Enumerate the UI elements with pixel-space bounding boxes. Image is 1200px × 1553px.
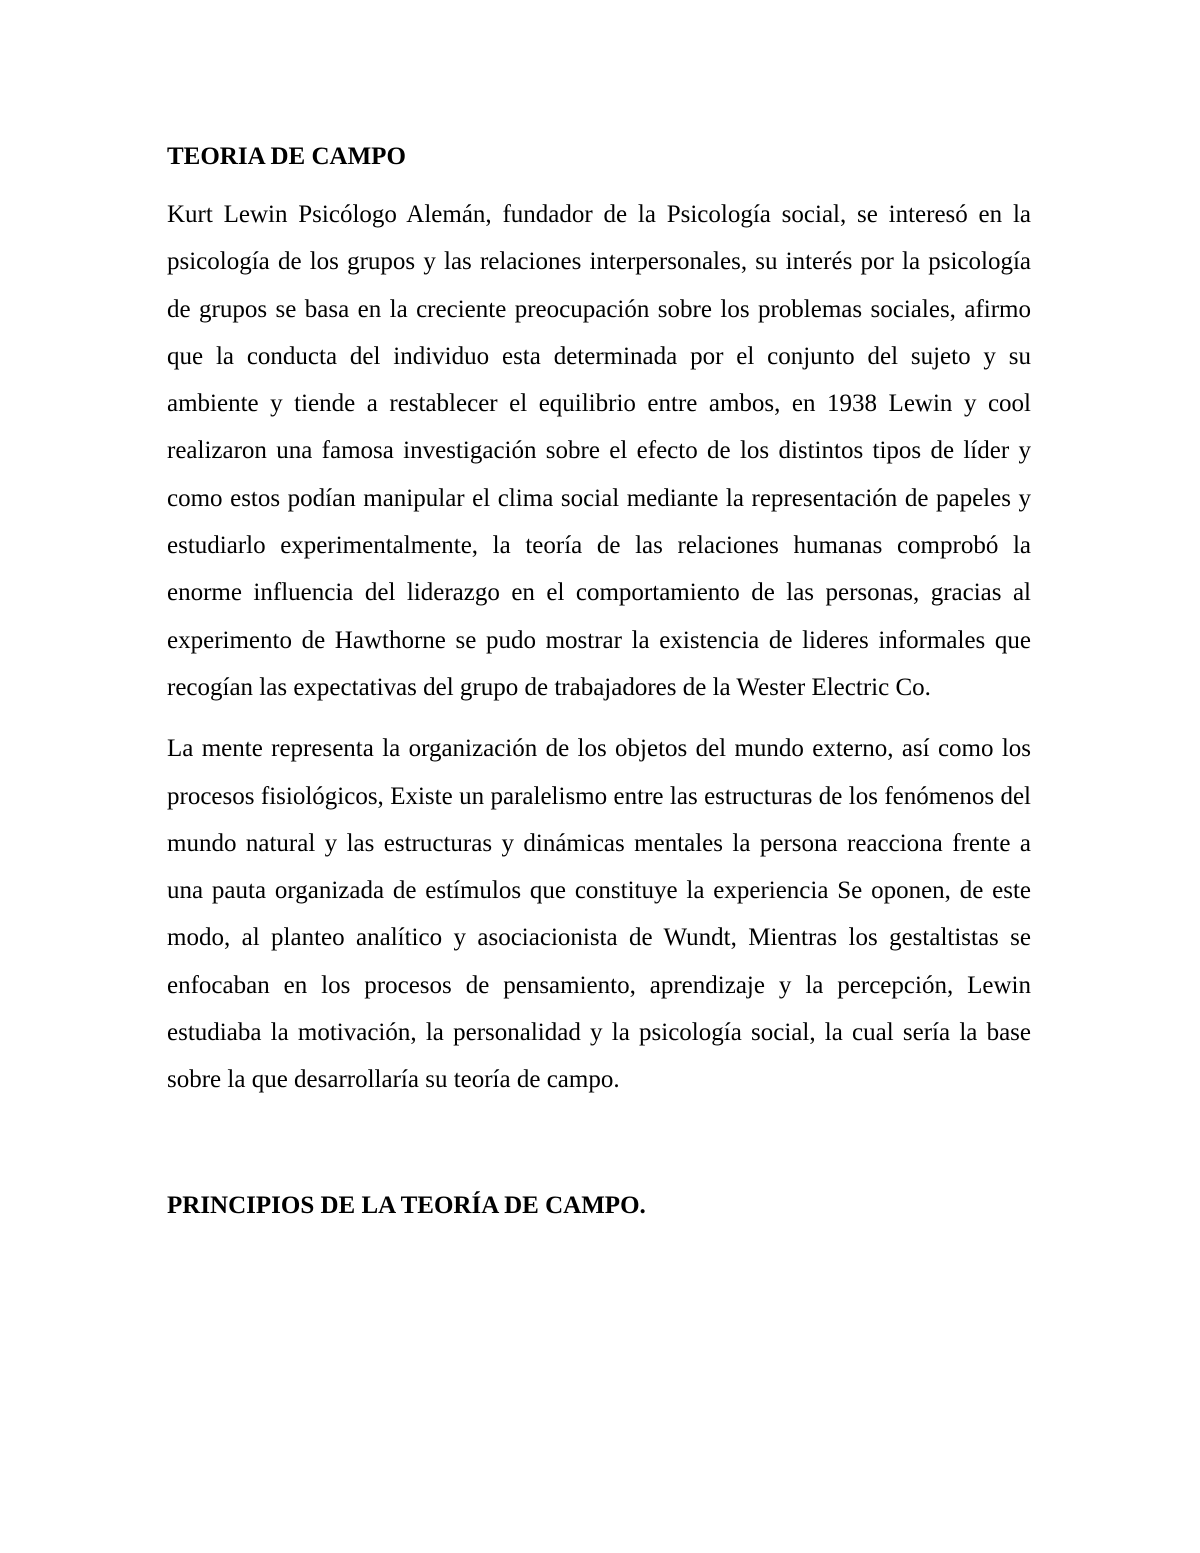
- paragraph-mind-organization: La mente representa la organización de los objetos del mundo externo, así como los procesos fisiológicos, Existe un paralelismo entre las estructuras de los fenómenos del mundo natural y las estructuras y dinámicas mentales la persona reacciona frente a una pauta organizada de estímulos que constituye la experiencia Se oponen, de este modo, al planteo analítico y asociacionista de Wundt, Mientras los gestaltistas se enfocaban en los procesos de pensamiento, aprendizaje y la percepción, Lewin estudiaba la motivación, la personalidad y la psicología social, la cual sería la base sobre la que desarrollaría su teoría de campo.: [167, 735, 1031, 1094]
- paragraph-lewin-intro: Kurt Lewin Psicólogo Alemán, fundador de la Psicología social, se interesó en la psicología de los grupos y las relaciones interpersonales, su interés por la psicología de grupos se basa en la creciente preocupación sobre los problemas sociales, afirmo que la conducta del individuo esta determinada por el conjunto del sujeto y su ambiente y tiende a restablecer el equilibrio entre ambos, en 1938 Lewin y cool realizaron una famosa investigación sobre el efecto de los distintos tipos de líder y como estos podían manipular el clima social mediante la representación de papeles y estudiarlo experimentalmente, la teoría de las relaciones humanas comprobó la enorme influencia del liderazgo en el comportamiento de las personas, gracias al experimento de Hawthorne se pudo mostrar la existencia de lideres informales que recogían las expectativas del grupo de trabajadores de la Wester Electric Co.: [167, 201, 1031, 701]
- document-body: [167, 140, 1031, 1223]
- section-heading: PRINCIPIOS DE LA TEORÍA DE CAMPO.: [167, 1191, 646, 1219]
- page-title: TEORIA DE CAMPO: [167, 143, 406, 170]
